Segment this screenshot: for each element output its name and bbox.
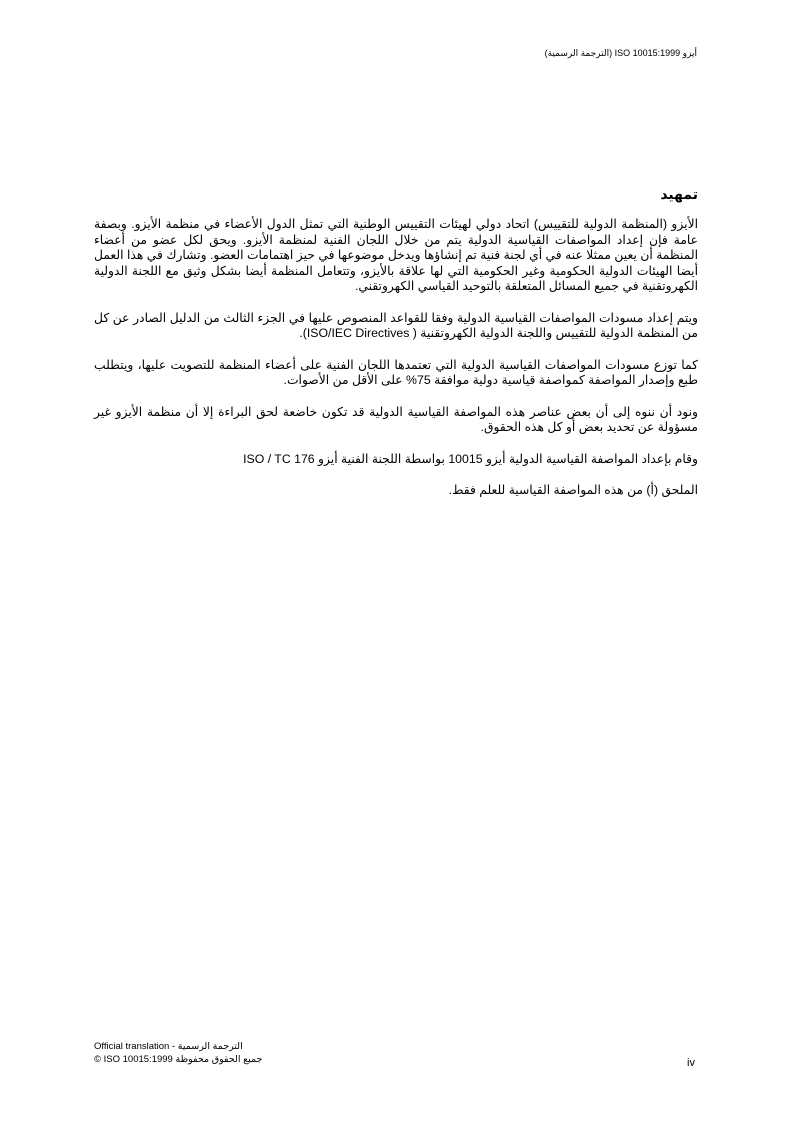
page-number: iv [687, 1057, 695, 1069]
running-header: أيزو ISO 10015:1999 (الترجمة الرسمية) [544, 48, 697, 58]
paragraph-directives: ويتم إعداد مسودات المواصفات القياسية الدولية وفقا للقواعد المنصوص عليها في الجزء الثالث من الدليل الصادر عن كل من المنظمة الدولية للتقييس واللجنة الدولية الكهروتقنية ( ISO/IEC Directives). [94, 310, 698, 340]
footer-copyright: © ISO 10015:1999 جميع الحقوق محفوظة [94, 1054, 263, 1065]
paragraph-patent-rights: ونود أن ننوه إلى أن بعض عناصر هذه المواصفة القياسية الدولية قد تكون خاضعة لحق البراءة إلا أن منظمة الأيزو غير مسؤولة عن تحديد بعض أو كل هذه الحقوق. [94, 404, 698, 434]
paragraph-voting: كما توزع مسودات المواصفات القياسية الدولية التي تعتمدها اللجان الفنية على أعضاء المنظمة للتصويت عليها، ويتطلب طبع وإصدار المواصفة كمواصفة قياسية دولية موافقة 75% على الأقل من الأصوات. [94, 357, 698, 387]
footer-notice [94, 1040, 294, 1066]
foreword-section [94, 186, 698, 515]
paragraph-annex-note: الملحق (أ) من هذه المواصفة القياسية للعلم فقط. [448, 483, 698, 497]
footer-translation-note: Official translation - الترجمة الرسمية [94, 1041, 243, 1052]
paragraph-prepared-by: وقام بإعداد المواصفة القياسية الدولية أيزو 10015 بواسطة اللجنة الفنية أيزو ISO / TC 176 [243, 451, 698, 466]
paragraph-iso-overview: الأيزو (المنظمة الدولية للتقييس) اتحاد دولي لهيئات التقييس الوطنية التي تمثل الدول الأعضاء في منظمة الأيزو. وبصفة عامة فإن إعداد المواصفات القياسية الدولية يتم من خلال اللجان الفنية لمنظمة الأيزو. ويحق لكل عضو من أعضاء المنظمة أن يعين ممثلا عنه في أي لجنة فنية تم إنشاؤها ويدخل موضوعها في حيز اهتمامات العضو. وتشارك في هذا العمل أيضا الهيئات الدولية الحكومية وغير الحكومية التي لها علاقة بالأيزو، وتتعامل المنظمة أيضا بشكل وثيق مع اللجنة الدولية الكهروتقنية في جميع المسائل المتعلقة بالتوحيد القياسي الكهروتقني. [94, 217, 698, 293]
section-title: تمهيد [660, 186, 698, 202]
